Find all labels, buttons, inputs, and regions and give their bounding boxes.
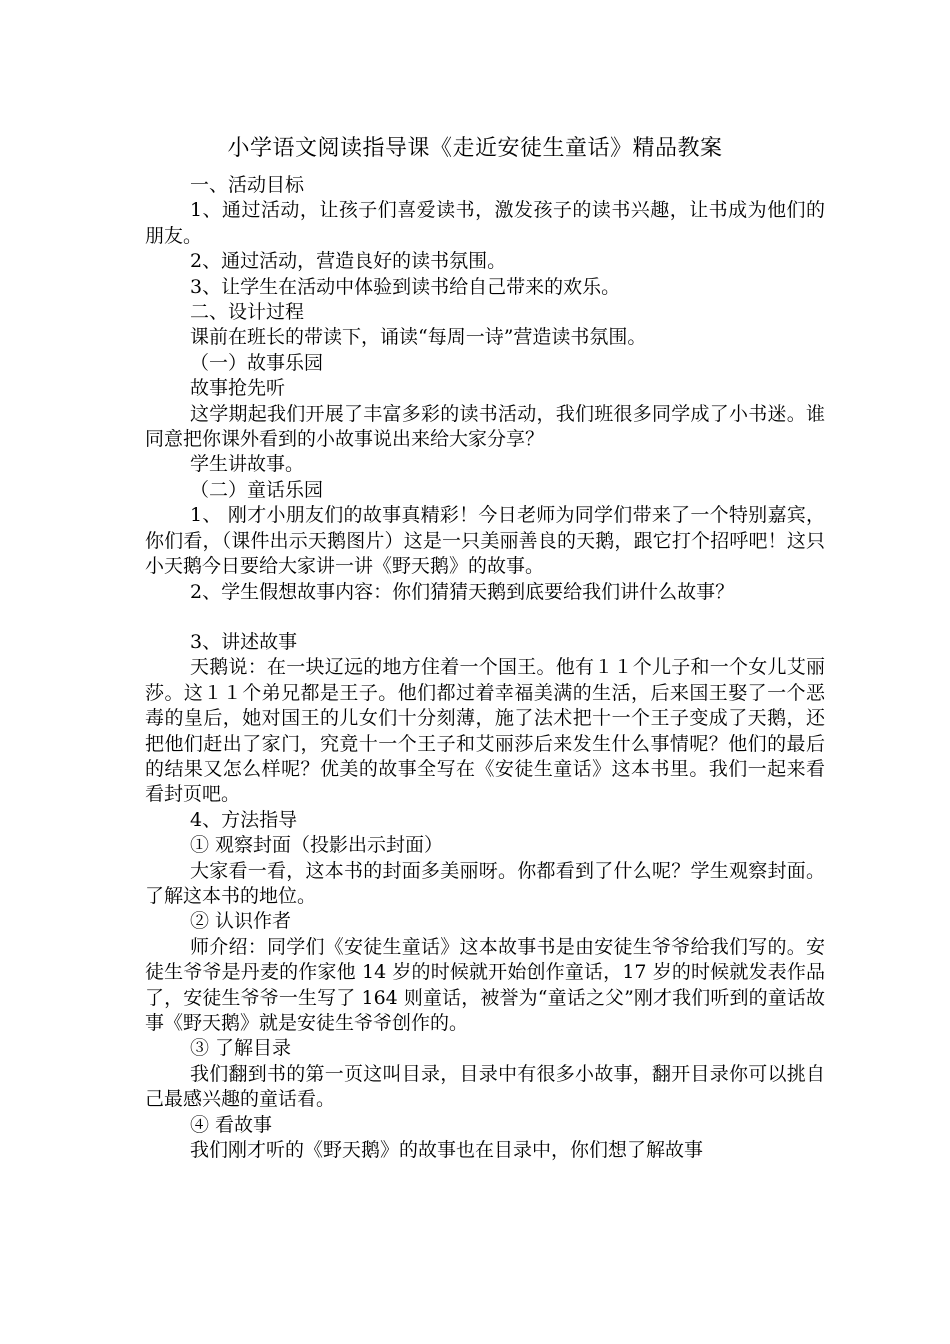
paragraph: ③ 了解目录 xyxy=(190,1037,292,1060)
paragraph: 我们翻到书的第一页这叫目录，目录中有很多小故事，翻开目录你可以挑自己最感兴趣的童话看。 xyxy=(145,1062,825,1111)
paragraph: （一）故事乐园 xyxy=(190,351,324,374)
paragraph: ① 观察封面（投影出示封面） xyxy=(190,834,444,857)
document-title: 小学语文阅读指导课《走近安徒生童话》精品教案 xyxy=(227,136,723,161)
paragraph: 一、活动目标 xyxy=(190,174,305,196)
paragraph: （二）童话乐园 xyxy=(190,478,324,501)
paragraph: 2、学生假想故事内容：你们猜猜天鹅到底要给我们讲什么故事？ xyxy=(190,580,735,603)
blank-line xyxy=(145,605,825,630)
paragraph: 2、通过活动，营造良好的读书氛围。 xyxy=(190,250,507,273)
paragraph: 这学期起我们开展了丰富多彩的读书活动，我们班很多同学成了小书迷。谁同意把你课外看到的小故事说出来给大家分享？ xyxy=(145,402,825,451)
paragraph: 学生讲故事。 xyxy=(190,453,305,476)
paragraph: 师介绍：同学们《安徒生童话》这本故事书是由安徒生爷爷给我们写的。安徒生爷爷是丹麦的作家他 14 岁的时候就开始创作童话，17 岁的时候就发表作品了，安徒生爷爷一生写了 164 则童话，被誉为“童话之父”刚才我们听到的童话故事《野天鹅》就是安徒生爷爷创作的。 xyxy=(145,935,825,1034)
paragraph: 二、设计过程 xyxy=(190,301,305,324)
paragraph: 1、 刚才小朋友们的故事真精彩！今日老师为同学们带来了一个特别嘉宾，你们看，（课件出示天鹅图片）这是一只美丽善良的天鹅，跟它打个招呼吧！这只小天鹅今日要给大家讲一讲《野天鹅》的故事。 xyxy=(145,504,825,578)
document-body xyxy=(145,173,825,1163)
paragraph: 3、让学生在活动中体验到读书给自己带来的欢乐。 xyxy=(190,275,621,298)
paragraph: 1、通过活动，让孩子们喜爱读书，激发孩子的读书兴趣，让书成为他们的朋友。 xyxy=(145,199,825,247)
paragraph: 3、讲述故事 xyxy=(190,630,298,653)
paragraph: 天鹅说：在一块辽远的地方住着一个国王。他有１１个儿子和一个女儿艾丽莎。这１１个弟兄都是王子。他们都过着幸福美满的生活，后来国王娶了一个恶毒的皇后，她对国王的儿女们十分刻薄，施了法术把十一个王子变成了天鹅，还把他们赶出了家门，究竟十一个王子和艾丽莎后来发生什么事情呢？他们的最后的结果又怎么样呢？优美的故事全写在《安徒生童话》这本书里。我们一起来看看封页吧。 xyxy=(145,656,825,806)
paragraph: 我们刚才听的《野天鹅》的故事也在目录中，你们想了解故事 xyxy=(190,1139,704,1162)
paragraph: ② 认识作者 xyxy=(190,910,292,933)
paragraph: 4、方法指导 xyxy=(190,808,298,831)
paragraph: ④ 看故事 xyxy=(190,1113,273,1136)
paragraph: 大家看一看，这本书的封面多美丽呀。你都看到了什么呢？学生观察封面。了解这本书的地位。 xyxy=(145,859,825,907)
paragraph: 课前在班长的带读下，诵读“每周一诗”营造读书氛围。 xyxy=(190,326,647,349)
paragraph: 故事抢先听 xyxy=(190,377,286,400)
